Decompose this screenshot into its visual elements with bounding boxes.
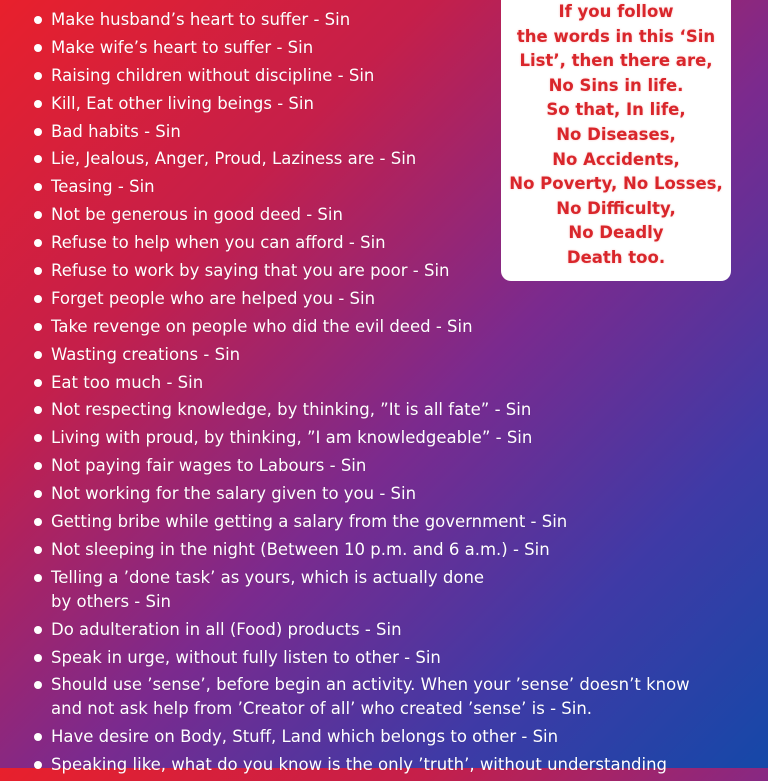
list-item: Speaking like, what do you know is the only ’truth’, without understanding — [34, 753, 754, 777]
list-item: Should use ’sense’, before begin an activity. When your ’sense’ doesn’t know and not ask help from ’Creator of all’ who created ’sense’ is - Sin. — [34, 673, 719, 721]
list-item: Not be generous in good deed - Sin — [34, 203, 754, 227]
list-item: Refuse to work by saying that you are poor - Sin — [34, 259, 754, 283]
list-item: Telling a ’done task’ as yours, which is actually done by others - Sin — [34, 566, 491, 614]
list-item: Speak in urge, without fully listen to other - Sin — [34, 646, 754, 670]
list-item: Not respecting knowledge, by thinking, ”It is all fate” - Sin — [34, 398, 754, 422]
list-item: Kill, Eat other living beings - Sin — [34, 92, 754, 116]
list-item: Eat too much - Sin — [34, 371, 754, 395]
list-item: Make wife’s heart to suffer - Sin — [34, 36, 754, 60]
list-item: Wasting creations - Sin — [34, 343, 754, 367]
card-line: No Sins in life. — [548, 75, 684, 95]
list-item: Teasing - Sin — [34, 175, 754, 199]
list-item: Living with proud, by thinking, ”I am knowledgeable” - Sin — [34, 426, 754, 450]
list-item: Bad habits - Sin — [34, 120, 754, 144]
card-line: No Deadly — [568, 223, 664, 243]
card-line: the words in this ‘Sin — [516, 26, 716, 46]
list-item: Do adulteration in all (Food) products - Sin — [34, 618, 754, 642]
list-item: Refuse to help when you can afford - Sin — [34, 231, 754, 255]
card-line: No Difficulty, — [556, 198, 676, 218]
list-item: Have desire on Body, Stuff, Land which belongs to other - Sin — [34, 725, 754, 749]
list-item: Not sleeping in the night (Between 10 p.m. and 6 a.m.) - Sin — [34, 538, 754, 562]
card-line: No Poverty, No Losses, — [509, 174, 723, 194]
card-line: List’, then there are, — [519, 51, 713, 71]
card-line: No Accidents, — [552, 149, 680, 169]
message-card — [501, 0, 731, 281]
card-line: So that, In life, — [546, 100, 686, 120]
list-item: Forget people who are helped you - Sin — [34, 287, 754, 311]
card-line: If you follow — [558, 2, 674, 21]
list-item: Not paying fair wages to Labours - Sin — [34, 454, 754, 478]
list-item: Make husband’s heart to suffer - Sin — [34, 8, 754, 32]
card-line: No Diseases, — [556, 124, 676, 144]
list-item: Not working for the salary given to you - Sin — [34, 482, 754, 506]
list-item: Getting bribe while getting a salary from the government - Sin — [34, 510, 754, 534]
card-line: Death too. — [566, 247, 666, 267]
list-item: Raising children without discipline - Sin — [34, 64, 754, 88]
list-item: Lie, Jealous, Anger, Proud, Laziness are - Sin — [34, 147, 754, 171]
list-item: Take revenge on people who did the evil deed - Sin — [34, 315, 754, 339]
